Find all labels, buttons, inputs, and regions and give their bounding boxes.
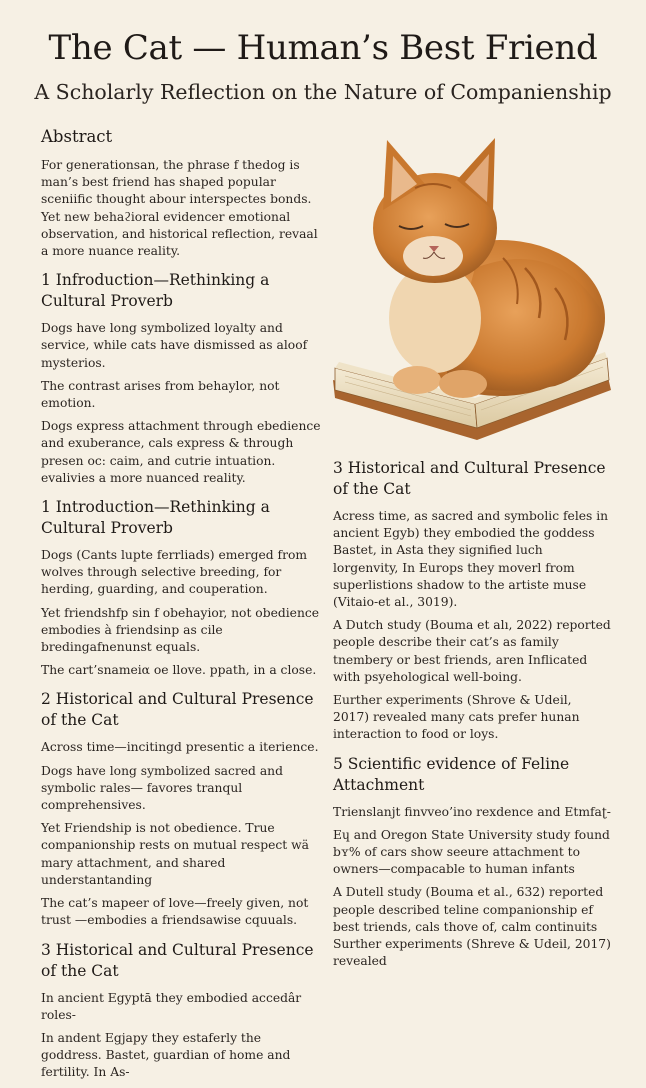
paragraph: Acress time, as sacred and symbolic feles in ancient Egyb) they embodied the goddess Bastet, in Asta they signified luch lorgenvity, In Europs they moverl from superlistions shadow to the artiste muse (Vitaio-et al., 3019). <box>333 509 609 610</box>
paragraph: In andent Egjapy they estaferly the goddress. Bastet, guardian of home and fertility. In As- <box>41 1030 291 1080</box>
section-2 <box>41 497 323 679</box>
section-5 <box>333 458 611 744</box>
paragraph: Dogs (Cants lupte ferrliads) emerged from wolves through selective breeding, for herding, guarding, and couperation. <box>41 548 308 597</box>
paragraph: The cat’s mapeer of love—freely given, not trust —embodies a friendsawise cquuals. <box>41 896 309 928</box>
section-heading: 3 Historical and Cultural Presence of the Cat <box>41 940 314 980</box>
paragraph: Trienslanjt finvveo’ino rexdence and Etmfaʈ- <box>333 804 611 819</box>
paragraph: Yet friendshfp sin f obehayior, not obedience embodies à friendsinp as cile bredingafnenunst equals. <box>41 605 320 655</box>
paragraph: Dogs express attachment through ebedience and exuberance, cals express & through presen oc: caim, and cutrie intuation. evalivies a more nuanced reality. <box>41 419 321 485</box>
cat-on-book-illustration <box>325 118 625 448</box>
page-subtitle: A Scholarly Reflection on the Nature of Companienship <box>34 80 612 104</box>
left-column <box>41 126 323 1088</box>
section-heading: 3 Historical and Cultural Presence of the Cat <box>333 459 606 498</box>
paragraph: A Dutell study (Bouma et al., 632) reported people described teline companionship ef best triends, cals thove of, calm continuits Surther experiments (Shreve & Udeil, 2017) revealed <box>333 885 611 969</box>
section-heading: 1 Infroduction—Rethinking a Cultural Proverb <box>41 271 270 311</box>
section-6 <box>333 754 611 971</box>
paragraph: The cart’snameiα oe llove. ppath, in a close. <box>41 663 317 678</box>
paragraph: In ancient Egyptā they embodied accedâr roles- <box>41 990 302 1022</box>
abstract-text: For generationsan, the phrase f thedog is man’s best friend has shaped popular sceniific thought abour interspectes bonds. Yet new behaϩioral evidencer emotional observation, and historical reflection, revaal a more nuance reality. <box>41 158 318 259</box>
paragraph: Yet Friendship is not obedience. True companionship rests on mutual respect wӓ mary attachment, and shared understantanding <box>41 821 309 887</box>
section-1 <box>41 270 323 487</box>
cat <box>373 138 605 398</box>
paragraph: Eurther experiments (Shrove & Udeil, 2017) revealed many cats prefer hunan interaction to food or loys. <box>333 693 580 742</box>
abstract-heading: Abstract <box>41 127 113 146</box>
paragraph: A Dutch study (Bouma et alı, 2022) reported people describe their cat’s as family tnembery or best friends, aren Inflicated with psyehological well-boing. <box>333 618 611 684</box>
section-heading: 2 Historical and Cultural Presence of the Cat <box>41 690 314 730</box>
right-column <box>333 458 611 976</box>
page-title: The Cat — Human’s Best Friend <box>48 28 598 68</box>
paragraph: The contrast arises from behaylor, not emotion. <box>41 378 280 411</box>
section-heading: 1 Introduction—Rethinking a Cultural Proverb <box>41 498 270 538</box>
section-4 <box>41 940 323 1082</box>
section-heading: 5 Scientific evidence of Feline Attachment <box>333 754 570 794</box>
paragraph: Across time—incitingd presentic a iterience. <box>41 740 319 755</box>
paragraph: Eɥ and Oregon State University study found bʏ% of cars show seeure attachment to owners—compacable to human infants <box>333 827 610 877</box>
paragraph: Dogs have long symbolized loyalty and service, while cats have dismissed as aloof mysterios. <box>41 321 308 370</box>
paragraph: Dogs have long symbolized sacred and symbolic rales— favores tranqul comprehensives. <box>41 763 283 813</box>
section-3 <box>41 689 323 929</box>
